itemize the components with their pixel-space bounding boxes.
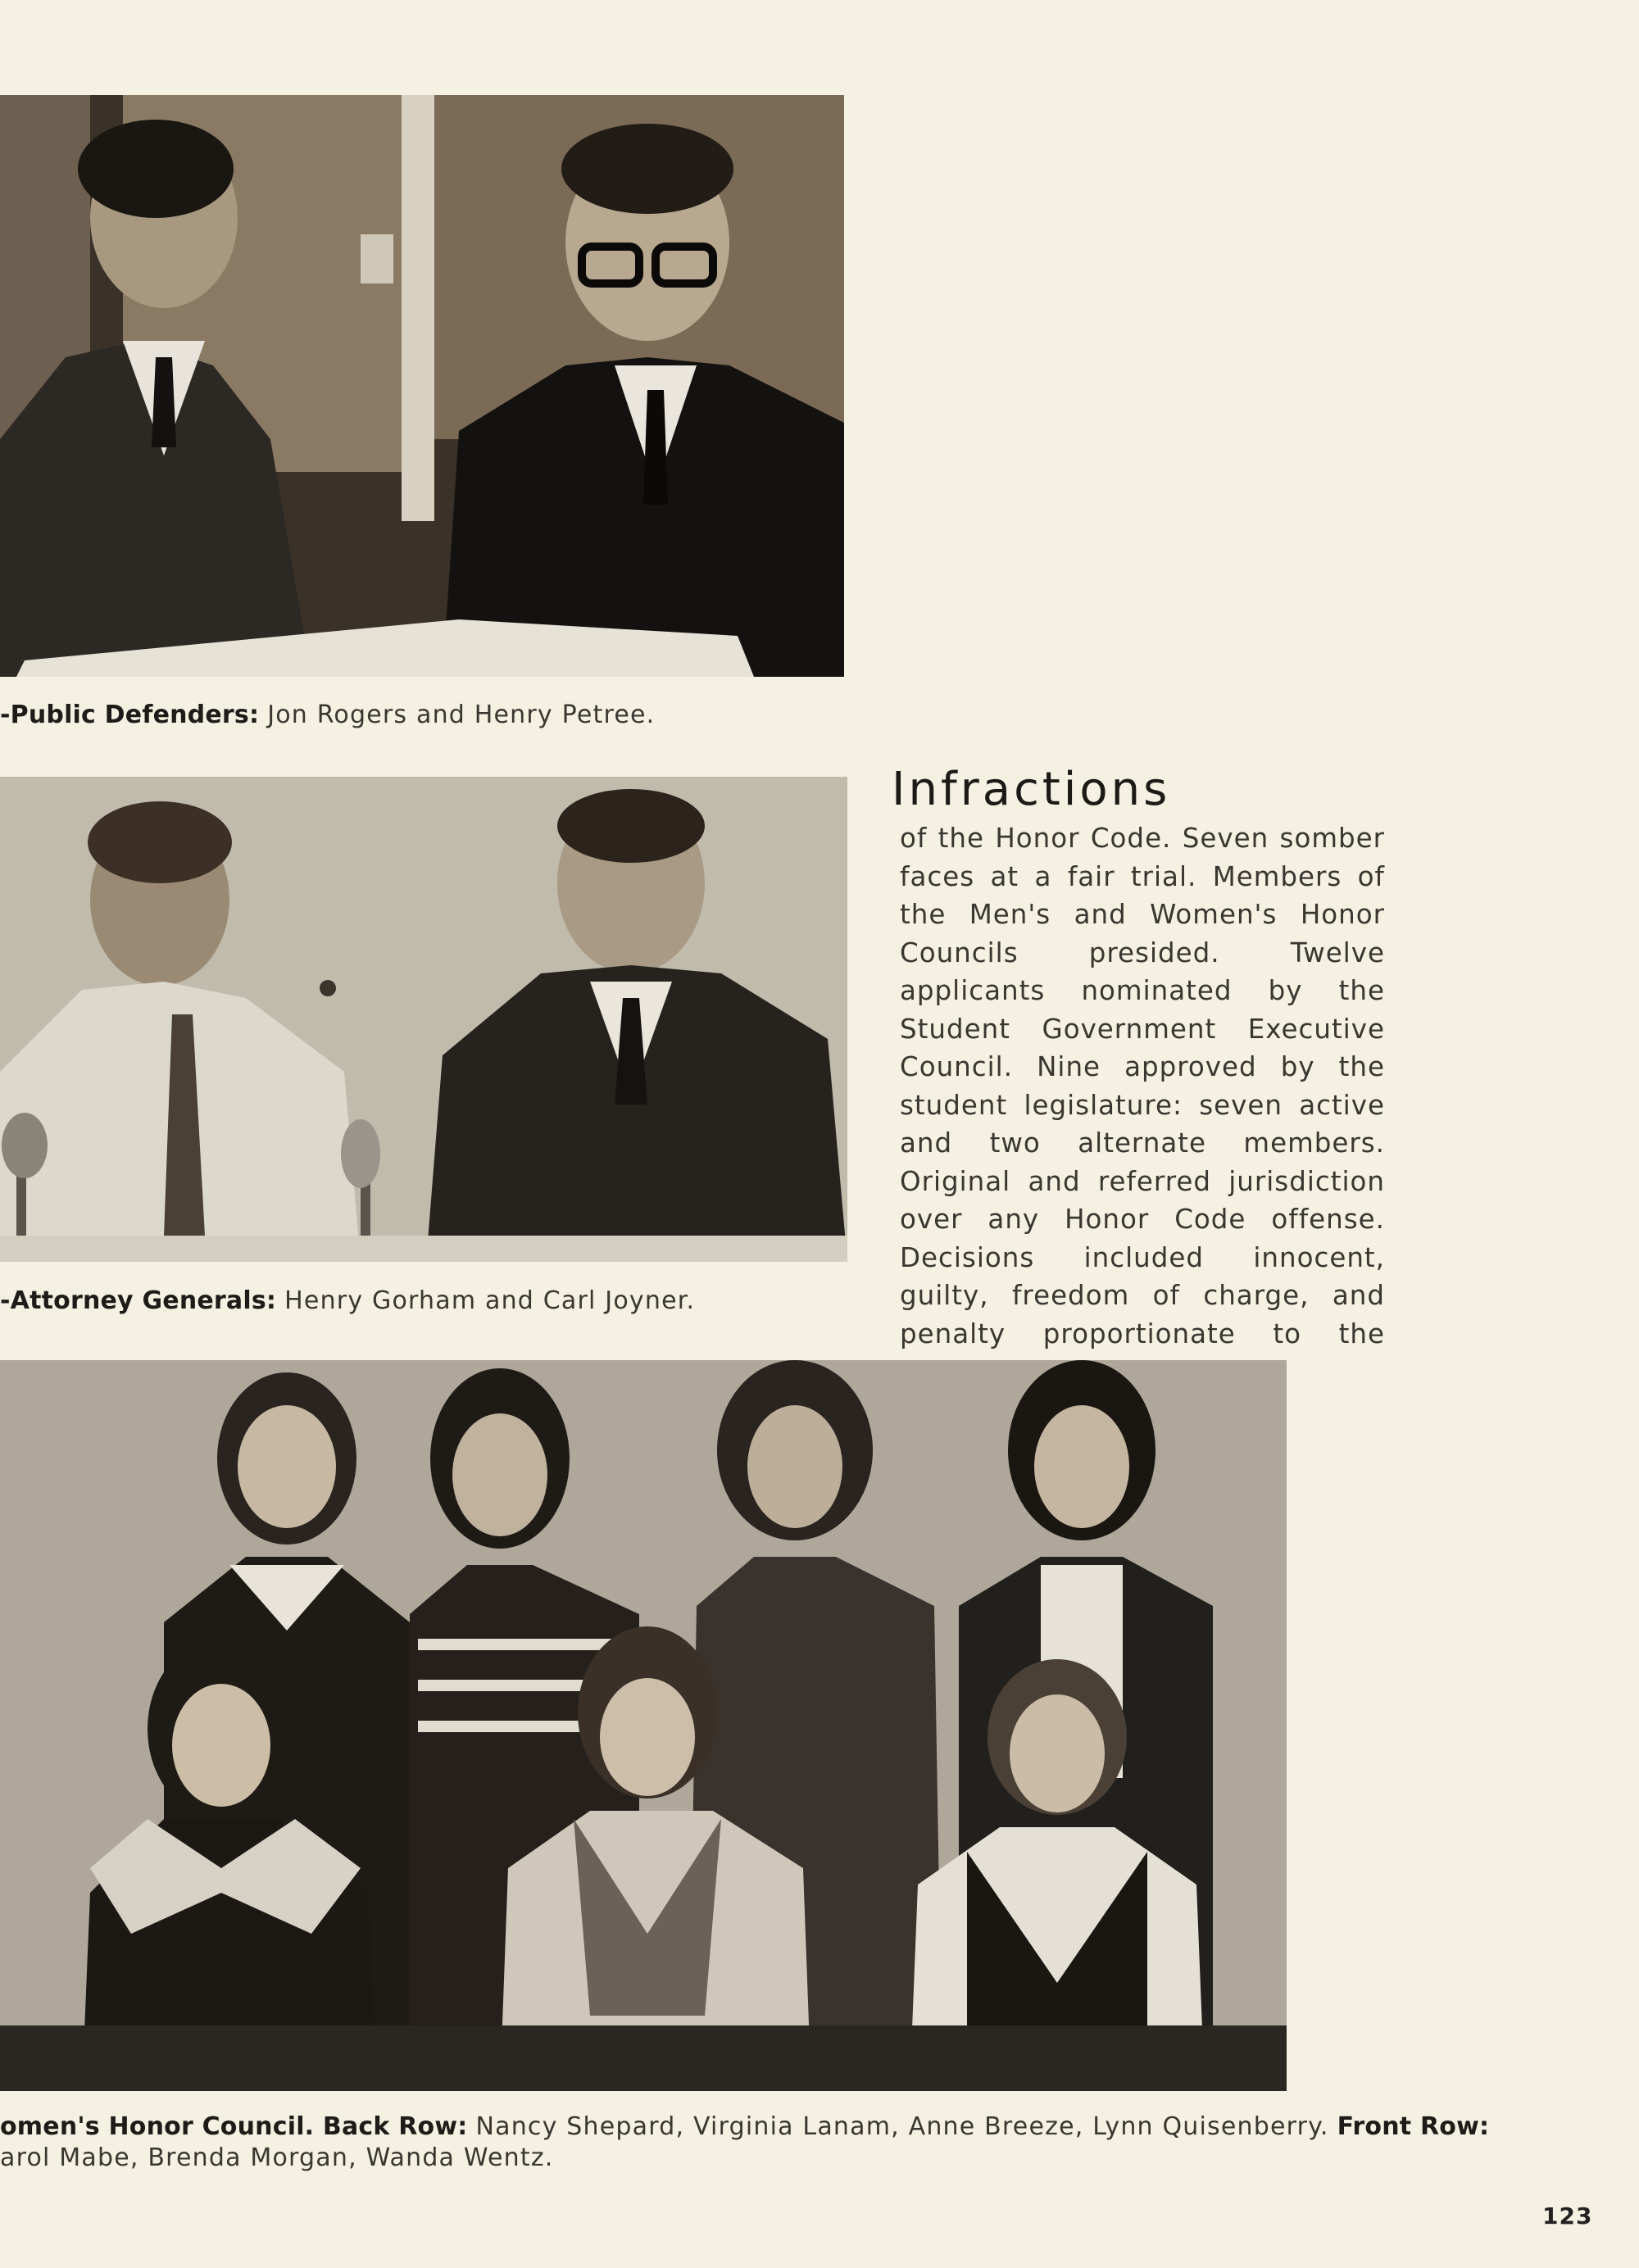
article-body: of the Honor Code. Seven somber faces at a fair trial. Members of the Men's and Women's Honor Councils presided. Twelve applicants nominated by the Student Government Executive Council. Nine approved by the student legislature: seven active and two alternate members. Original and referred jurisdiction over any Honor Code offense. Decisions included innocent, guilty, freedom of charge, and penalty proportionate to the: [900, 823, 1385, 1349]
honor-council-caption-line1: [0, 2112, 1489, 2142]
public-defenders-photo-art: [0, 95, 844, 677]
honor-council-caption-text1: Nancy Shepard, Virginia Lanam, Anne Breeze, Lynn Quisenberry.: [475, 2112, 1329, 2141]
public-defenders-caption-label: -Public Defenders:: [0, 701, 260, 729]
page-number: 123: [1542, 2202, 1593, 2229]
honor-council-photo: [0, 1360, 1287, 2091]
honor-council-photo-art: [0, 1360, 1287, 2091]
public-defenders-photo: [0, 95, 844, 677]
attorney-generals-caption: [0, 1286, 695, 1316]
attorney-generals-caption-label: -Attorney Generals:: [0, 1286, 277, 1315]
attorney-generals-photo: [0, 777, 847, 1262]
public-defenders-caption: [0, 701, 655, 730]
honor-council-caption-line2: [0, 2143, 554, 2173]
honor-council-caption-text2: arol Mabe, Brenda Morgan, Wanda Wentz.: [0, 2143, 554, 2172]
honor-council-caption-label2: Front Row:: [1337, 2112, 1490, 2141]
public-defenders-caption-text: Jon Rogers and Henry Petree.: [267, 701, 656, 729]
attorney-generals-caption-text: Henry Gorham and Carl Joyner.: [284, 1286, 696, 1315]
honor-council-caption-label1: omen's Honor Council. Back Row:: [0, 2112, 468, 2141]
attorney-generals-photo-art: [0, 777, 847, 1262]
article-headline: Infractions: [892, 763, 1171, 816]
